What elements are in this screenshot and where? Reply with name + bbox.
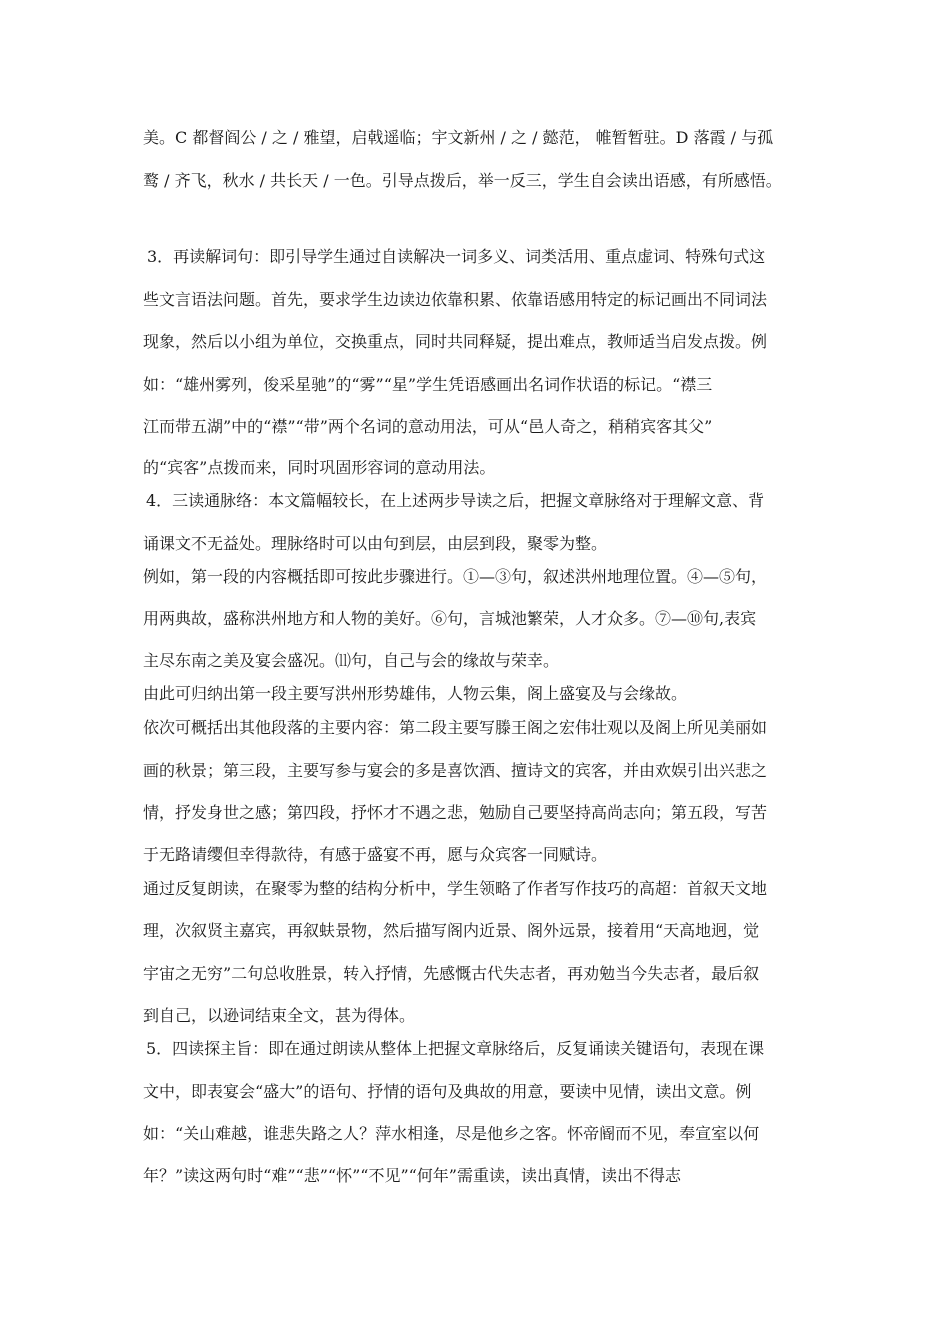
text-line-7: 江而带五湖”中的“襟”“带”两个名词的意动用法，可从“邑人奇之，稍稍宾客其父” — [143, 417, 713, 436]
text-line-8: 的“宾客”点拨而来，同时巩固形容词的意动用法。 — [143, 458, 496, 477]
text-line-22: 到自己，以逊词结束全文，甚为得体。 — [143, 1006, 416, 1025]
text-line-6: 如：“雄州雾列，俊采星驰”的“雾”“星”学生凭语感画出名词作状语的标记。“襟三 — [143, 375, 713, 394]
text-line-14: 由此可归纳出第一段主要写洪州形势雄伟，人物云集，阁上盛宴及与会缘故。 — [143, 684, 688, 703]
text-line-4: 些文言语法问题。首先，要求学生边读边依靠积累、依靠语感用特定的标记画出不同词法 — [143, 290, 768, 309]
text-line-25: 如：“关山难越，谁悲失路之人？萍水相逢，尽是他乡之客。怀帝阍而不见，奉宣室以何 — [143, 1124, 760, 1143]
text-line-26: 年？”读这两句时“难”“悲”“怀”“不见”“何年”需重读，读出真情，读出不得志 — [143, 1166, 681, 1185]
text-line-5: 现象，然后以小组为单位，交换重点，同时共同释疑，提出难点，教师适当启发点拨。例 — [143, 332, 768, 351]
text-line-3: 3．再读解词句：即引导学生通过自读解决一词多义、词类活用、重点虚词、特殊句式这 — [147, 247, 766, 266]
text-line-21: 宇宙之无穷”二句总收胜景，转入抒情，先感慨古代失志者，再劝勉当今失志者，最后叙 — [143, 964, 760, 983]
text-line-10: 诵课文不无益处。理脉络时可以由句到层，由层到段，聚零为整。 — [143, 534, 608, 553]
text-line-11: 例如，第一段的内容概括即可按此步骤进行。①—③句，叙述洪州地理位置。④—⑤句， — [143, 567, 768, 586]
text-line-24: 文中，即表宴会“盛大”的语句、抒情的语句及典故的用意，要读中见情，读出文意。例 — [143, 1082, 752, 1101]
text-line-16: 画的秋景；第三段，主要写参与宴会的多是喜饮酒、擅诗文的宾客，并由欢娱引出兴悲之 — [143, 761, 768, 780]
text-line-18: 于无路请缨但幸得款待，有感于盛宴不再，愿与众宾客一同赋诗。 — [143, 845, 608, 864]
text-line-1: 美。C 都督阎公 / 之 / 雅望，启戟遥临；宇文新州 / 之 / 懿范， 帷暂暂驻。D 落霞 / 与孤 — [143, 128, 774, 147]
text-line-12: 用两典故，盛称洪州地方和人物的美好。⑥句，言城池繁荣，人才众多。⑦—⑩句,表宾 — [143, 609, 757, 628]
text-line-2: 鹜 / 齐飞，秋水 / 共长天 / 一色。引导点拨后，举一反三，学生自会读出语感，有所感悟。 — [143, 171, 782, 190]
text-line-23: 5．四读探主旨：即在通过朗读从整体上把握文章脉络后，反复诵读关键语句，表现在课 — [146, 1039, 765, 1058]
text-line-15: 依次可概括出其他段落的主要内容：第二段主要写滕王阁之宏伟壮观以及阁上所见美丽如 — [143, 718, 768, 737]
text-line-9: 4．三读通脉络：本文篇幅较长，在上述两步导读之后，把握文章脉络对于理解文意、背 — [146, 491, 765, 510]
text-line-13: 主尽东南之美及宴会盛况。⑾句，自己与会的缘故与荣幸。 — [143, 651, 560, 670]
text-line-19: 通过反复朗读，在聚零为整的结构分析中，学生领略了作者写作技巧的高超：首叙天文地 — [143, 879, 768, 898]
text-line-20: 理，次叙贤主嘉宾，再叙蚨景物，然后描写阁内近景、阁外远景，接着用“天高地迥，觉 — [143, 921, 760, 940]
text-line-17: 情，抒发身世之感；第四段，抒怀才不遇之悲，勉励自己要坚持高尚志向；第五段，写苦 — [143, 803, 768, 822]
